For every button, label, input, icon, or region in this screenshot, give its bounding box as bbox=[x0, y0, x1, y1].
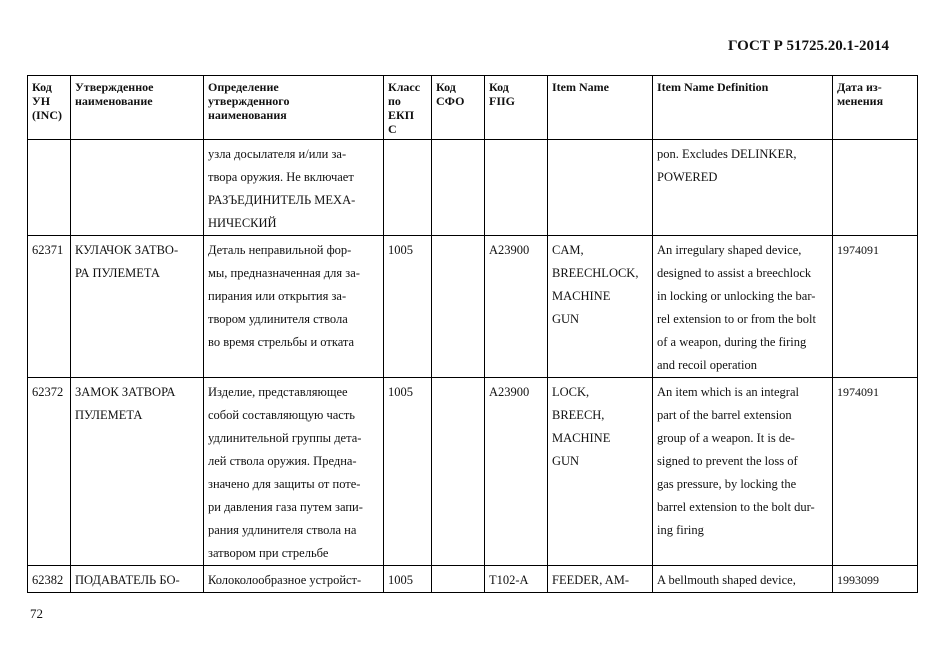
cell-item-name: FEEDER, AM- bbox=[548, 566, 653, 593]
cell-fiig: A23900 bbox=[485, 378, 548, 566]
header-definition: Определение утвержденного наименования bbox=[204, 76, 384, 140]
document-header: ГОСТ Р 51725.20.1-2014 bbox=[727, 38, 889, 54]
table-row bbox=[28, 566, 918, 593]
cell-fiig: A23900 bbox=[485, 236, 548, 378]
cell-item-definition: pon. Excludes DELINKER, POWERED bbox=[653, 140, 833, 236]
header-change-date: Дата из- менения bbox=[833, 76, 918, 140]
cell-date bbox=[833, 140, 918, 236]
cell-item-name: CAM, BREECHLOCK, MACHINE GUN bbox=[548, 236, 653, 378]
cell-class: 1005 bbox=[384, 566, 432, 593]
cell-sfo bbox=[432, 236, 485, 378]
cell-name: ЗАМОК ЗАТВОРА ПУЛЕМЕТА bbox=[71, 378, 204, 566]
header-class: Класс по ЕКП С bbox=[384, 76, 432, 140]
cell-code: 62372 bbox=[28, 378, 71, 566]
cell-item-name bbox=[548, 140, 653, 236]
cell-item-definition: A bellmouth shaped device, bbox=[653, 566, 833, 593]
cell-name bbox=[71, 140, 204, 236]
header-item-name-definition: Item Name Definition bbox=[653, 76, 833, 140]
cell-item-definition: An irregulary shaped device, designed to assist a breechlock in locking or unlocking the bar- rel extension to or from the bolt of a weapon, during the firing and recoil operation bbox=[653, 236, 833, 378]
cell-fiig: T102-A bbox=[485, 566, 548, 593]
cell-sfo bbox=[432, 140, 485, 236]
header-approved-name: Утвержденное наименование bbox=[71, 76, 204, 140]
cell-class bbox=[384, 140, 432, 236]
cell-name: ПОДАВАТЕЛЬ БО- bbox=[71, 566, 204, 593]
table-row bbox=[28, 236, 918, 378]
table-row bbox=[28, 378, 918, 566]
page-number: 72 bbox=[30, 606, 43, 621]
cell-item-name: LOCK, BREECH, MACHINE GUN bbox=[548, 378, 653, 566]
table-header-row bbox=[28, 76, 918, 140]
cell-definition: Изделие, представляющее собой составляющую часть удлинительной группы дета- лей ствола оружия. Предна- значено для защиты от поте- ри давления газа путем запи- рания удлинителя ствола на затвором при стрельбе bbox=[204, 378, 384, 566]
cell-definition: узла досылателя и/или за- твора оружия. Не включает РАЗЪЕДИНИТЕЛЬ МЕХА- НИЧЕСКИЙ bbox=[204, 140, 384, 236]
cell-code: 62382 bbox=[28, 566, 71, 593]
cell-sfo bbox=[432, 566, 485, 593]
cell-sfo bbox=[432, 378, 485, 566]
cell-name: КУЛАЧОК ЗАТВО- РА ПУЛЕМЕТА bbox=[71, 236, 204, 378]
cell-code bbox=[28, 140, 71, 236]
header-item-name: Item Name bbox=[548, 76, 653, 140]
cell-definition: Колоколообразное устройст- bbox=[204, 566, 384, 593]
table-row bbox=[28, 140, 918, 236]
cell-date: 1974091 bbox=[833, 378, 918, 566]
cell-code: 62371 bbox=[28, 236, 71, 378]
cell-date: 1974091 bbox=[833, 236, 918, 378]
cell-date: 1993099 bbox=[833, 566, 918, 593]
cell-definition: Деталь неправильной фор- мы, предназначенная для за- пирания или открытия за- твором удлинителя ствола во время стрельбы и отката bbox=[204, 236, 384, 378]
header-sfo-code: Код СФО bbox=[432, 76, 485, 140]
cell-class: 1005 bbox=[384, 236, 432, 378]
header-fiig-code: Код FIIG bbox=[485, 76, 548, 140]
cell-item-definition: An item which is an integral part of the barrel extension group of a weapon. It is de- signed to prevent the loss of gas pressure, by locking the barrel extension to the bolt dur- ing firing bbox=[653, 378, 833, 566]
cell-class: 1005 bbox=[384, 378, 432, 566]
cell-fiig bbox=[485, 140, 548, 236]
header-inc-code: Код УН (INC) bbox=[28, 76, 71, 140]
catalog-table bbox=[27, 75, 918, 593]
